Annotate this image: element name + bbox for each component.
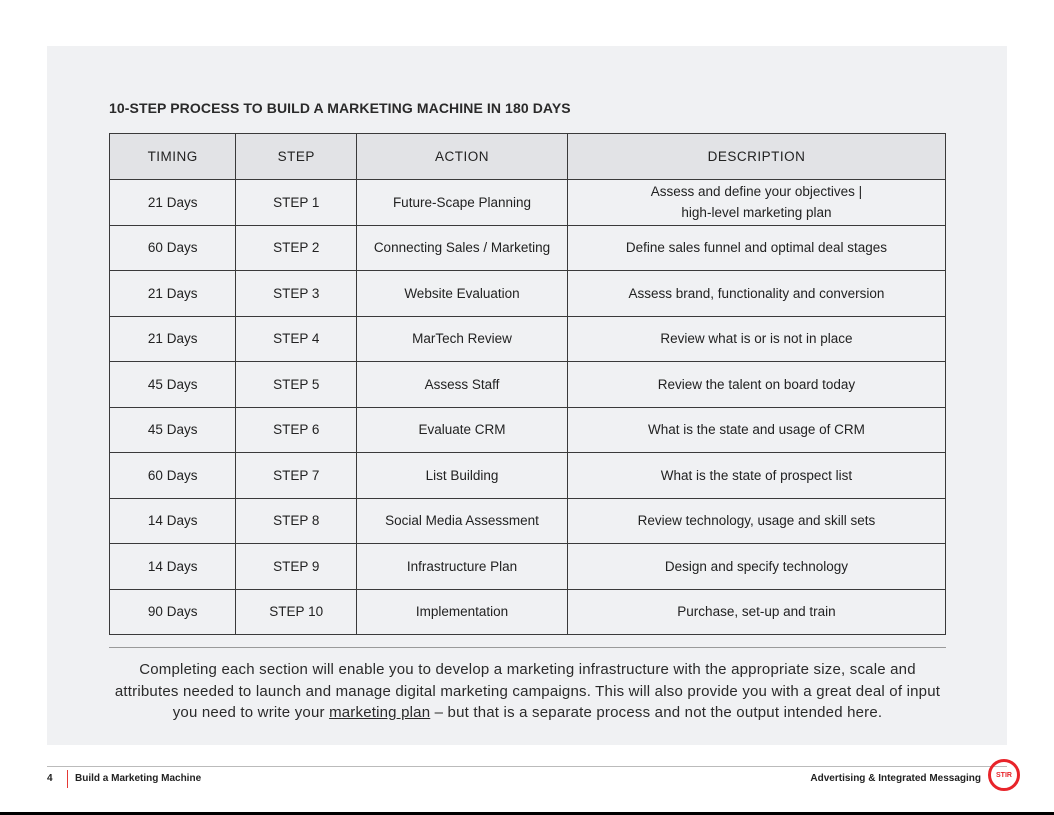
timing-cell: 21 Days: [110, 316, 236, 362]
section-title: 10-STEP PROCESS TO BUILD A MARKETING MACHINE IN 180 DAYS: [109, 100, 571, 116]
action-cell: List Building: [357, 453, 568, 499]
action-cell: Implementation: [357, 589, 568, 635]
action-cell: Social Media Assessment: [357, 498, 568, 544]
table-row: [110, 362, 946, 408]
action-cell: Infrastructure Plan: [357, 544, 568, 590]
description-line: high-level marketing plan: [681, 205, 832, 221]
description-cell: Define sales funnel and optimal deal stages: [567, 225, 945, 271]
action-cell: Website Evaluation: [357, 271, 568, 317]
footer-divider: [67, 770, 68, 788]
footer-rule: [47, 766, 1007, 767]
step-cell: STEP 5: [236, 362, 357, 408]
step-cell: STEP 3: [236, 271, 357, 317]
logo-text: STIR: [996, 771, 1012, 779]
table-row: [110, 544, 946, 590]
table-row: [110, 316, 946, 362]
description-cell: Review what is or is not in place: [567, 316, 945, 362]
divider: [109, 647, 946, 648]
column-header: DESCRIPTION: [567, 134, 945, 180]
timing-cell: 14 Days: [110, 544, 236, 590]
action-cell: MarTech Review: [357, 316, 568, 362]
description-cell: Design and specify technology: [567, 544, 945, 590]
action-cell: Future-Scape Planning: [357, 180, 568, 226]
step-cell: STEP 7: [236, 453, 357, 499]
timing-cell: 21 Days: [110, 271, 236, 317]
table-row: [110, 589, 946, 635]
process-table: [109, 133, 946, 635]
timing-cell: 60 Days: [110, 453, 236, 499]
table-row: [110, 180, 946, 226]
description-cell: [567, 180, 945, 226]
paragraph-text: Completing each section will enable you to develop a marketing infrastructure with the appropriate size, scale and attributes needed to launch and manage digital marketing campaigns. This will also provide you with a great deal of input you need to write your: [114, 661, 941, 721]
step-cell: STEP 8: [236, 498, 357, 544]
page-number: 4: [47, 773, 53, 784]
step-cell: STEP 4: [236, 316, 357, 362]
action-cell: Connecting Sales / Marketing: [357, 225, 568, 271]
description-cell: What is the state of prospect list: [567, 453, 945, 499]
summary-paragraph: [109, 659, 946, 724]
step-cell: STEP 9: [236, 544, 357, 590]
table-row: [110, 453, 946, 499]
step-cell: STEP 10: [236, 589, 357, 635]
column-header: STEP: [236, 134, 357, 180]
table-header-row: [110, 134, 946, 180]
table-row: [110, 407, 946, 453]
description-cell: Review technology, usage and skill sets: [567, 498, 945, 544]
marketing-plan-link[interactable]: marketing plan: [329, 704, 431, 721]
timing-cell: 14 Days: [110, 498, 236, 544]
column-header: ACTION: [357, 134, 568, 180]
step-cell: STEP 2: [236, 225, 357, 271]
column-header: TIMING: [110, 134, 236, 180]
footer-tagline: Advertising & Integrated Messaging: [810, 773, 981, 784]
timing-cell: 45 Days: [110, 362, 236, 408]
table-row: [110, 225, 946, 271]
step-cell: STEP 1: [236, 180, 357, 226]
timing-cell: 45 Days: [110, 407, 236, 453]
description-cell: What is the state and usage of CRM: [567, 407, 945, 453]
action-cell: Assess Staff: [357, 362, 568, 408]
timing-cell: 60 Days: [110, 225, 236, 271]
description-cell: Assess brand, functionality and conversion: [567, 271, 945, 317]
paragraph-text-end: – but that is a separate process and not the output intended here.: [430, 704, 883, 721]
description-cell: Review the talent on board today: [567, 362, 945, 408]
description-line: Assess and define your objectives |: [650, 184, 863, 200]
timing-cell: 90 Days: [110, 589, 236, 635]
table-row: [110, 271, 946, 317]
footer-doc-title: Build a Marketing Machine: [75, 773, 202, 784]
step-cell: STEP 6: [236, 407, 357, 453]
table-row: [110, 498, 946, 544]
description-cell: Purchase, set-up and train: [567, 589, 945, 635]
timing-cell: 21 Days: [110, 180, 236, 226]
action-cell: Evaluate CRM: [357, 407, 568, 453]
stir-logo: [988, 759, 1020, 791]
